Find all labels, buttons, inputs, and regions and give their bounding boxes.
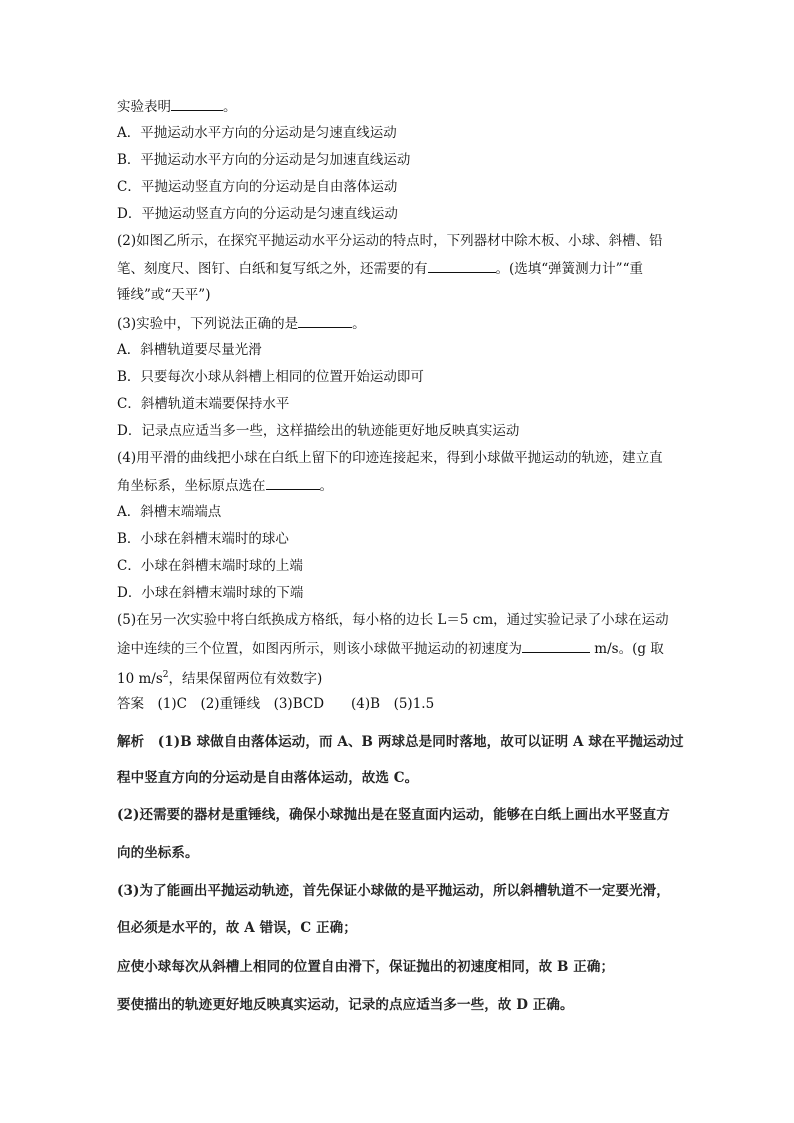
- q2-line1: (2)如图乙所示，在探究平抛运动水平分运动的特点时，下列器材中除木板、小球、斜槽、铅: [117, 233, 663, 249]
- q4-line2: [117, 475, 694, 496]
- explanation-line-2: 程中竖直方向的分运动是自由落体运动，故选 C。: [117, 770, 419, 786]
- q1-stem-end: 。: [223, 99, 237, 115]
- answer-blank: [171, 96, 223, 111]
- q2-line2: [117, 258, 694, 279]
- q5-line2-text: 途中连续的三个位置，如图丙所示，则该小球做平抛运动的初速度为: [117, 641, 522, 657]
- explanation-line-7: 应使小球每次从斜槽上相同的位置自由滑下，保证抛出的初速度相同，故 B 正确；: [117, 959, 615, 975]
- q3-stem: [117, 313, 694, 334]
- q3-option-a: A．斜槽轨道要尽量光滑: [117, 342, 262, 358]
- answer-blank: [298, 313, 352, 328]
- q4-line2-text: 角坐标系，坐标原点选在: [117, 478, 266, 494]
- q5-line3: [117, 665, 694, 689]
- q3-option-d: D．记录点应适当多一些，这样描绘出的轨迹能更好地反映真实运动: [117, 423, 520, 439]
- q1-option-c: C．平抛运动竖直方向的分运动是自由落体运动: [117, 179, 398, 195]
- q3-stem-text: (3)实验中，下列说法正确的是: [117, 316, 299, 332]
- q2-line3: 锤线”或“天平”): [117, 287, 211, 303]
- explanation-line-1: 解析 (1)B 球做自由落体运动，而 A、B 两球总是同时落地，故可以证明 A 球在平抛运动过: [117, 734, 684, 750]
- explanation-line-4: 向的坐标系。: [117, 845, 199, 861]
- q5-line1: (5)在另一次实验中将白纸换成方格纸，每小格的边长 L＝5 cm，通过实验记录了小球在运动: [117, 612, 669, 628]
- q5-exponent: 2: [162, 670, 169, 680]
- q4-option-d: D．小球在斜槽末端时球的下端: [117, 585, 304, 601]
- explanation-line-8: 要使描出的轨迹更好地反映真实运动，记录的点应适当多一些，故 D 正确。: [117, 997, 574, 1013]
- q4-option-c: C．小球在斜槽末端时球的上端: [117, 558, 303, 574]
- q1-stem-text: 实验表明: [117, 99, 171, 115]
- explanation-line-5: (3)为了能画出平抛运动轨迹，首先保证小球做的是平抛运动，所以斜槽轨道不一定要光滑，: [117, 883, 670, 899]
- q2-line2-text: 笔、刻度尺、图钉、白纸和复写纸之外，还需要的有: [117, 261, 428, 277]
- q3-option-b: B．只要每次小球从斜槽上相同的位置开始运动即可: [117, 369, 424, 385]
- q2-line2-end: 。(选填“弹簧测力计”“重: [495, 261, 643, 277]
- answer-blank: [522, 638, 590, 653]
- q5-line3-end: ，结果保留两位有效数字): [168, 671, 323, 687]
- explanation-line-6: 但必须是水平的，故 A 错误，C 正确；: [117, 920, 357, 936]
- q5-line2: [117, 638, 694, 659]
- q1-option-d: D．平抛运动竖直方向的分运动是匀速直线运动: [117, 206, 398, 222]
- q5-line2-end: m/s。(g 取: [590, 641, 664, 657]
- q3-stem-end: 。: [352, 316, 366, 332]
- q4-line2-end: 。: [319, 478, 333, 494]
- q5-line3-text: 10 m/s: [117, 671, 163, 687]
- answer-line: 答案 (1)C (2)重锤线 (3)BCD (4)B (5)1.5: [117, 696, 435, 712]
- q4-line1: (4)用平滑的曲线把小球在白纸上留下的印迹连接起来，得到小球做平抛运动的轨迹，建立直: [117, 450, 663, 466]
- q4-option-b: B．小球在斜槽末端时的球心: [117, 531, 289, 547]
- q1-option-b: B．平抛运动水平方向的分运动是匀加速直线运动: [117, 152, 411, 168]
- answer-blank: [428, 258, 496, 273]
- explanation-line-3: (2)还需要的器材是重锤线，确保小球抛出是在竖直面内运动，能够在白纸上画出水平竖直方: [117, 807, 670, 823]
- q3-option-c: C．斜槽轨道末端要保持水平: [117, 396, 290, 412]
- q4-option-a: A．斜槽末端端点: [117, 504, 222, 520]
- answer-blank: [266, 475, 320, 490]
- q1-option-a: A．平抛运动水平方向的分运动是匀速直线运动: [117, 125, 397, 141]
- q1-stem: [117, 96, 694, 117]
